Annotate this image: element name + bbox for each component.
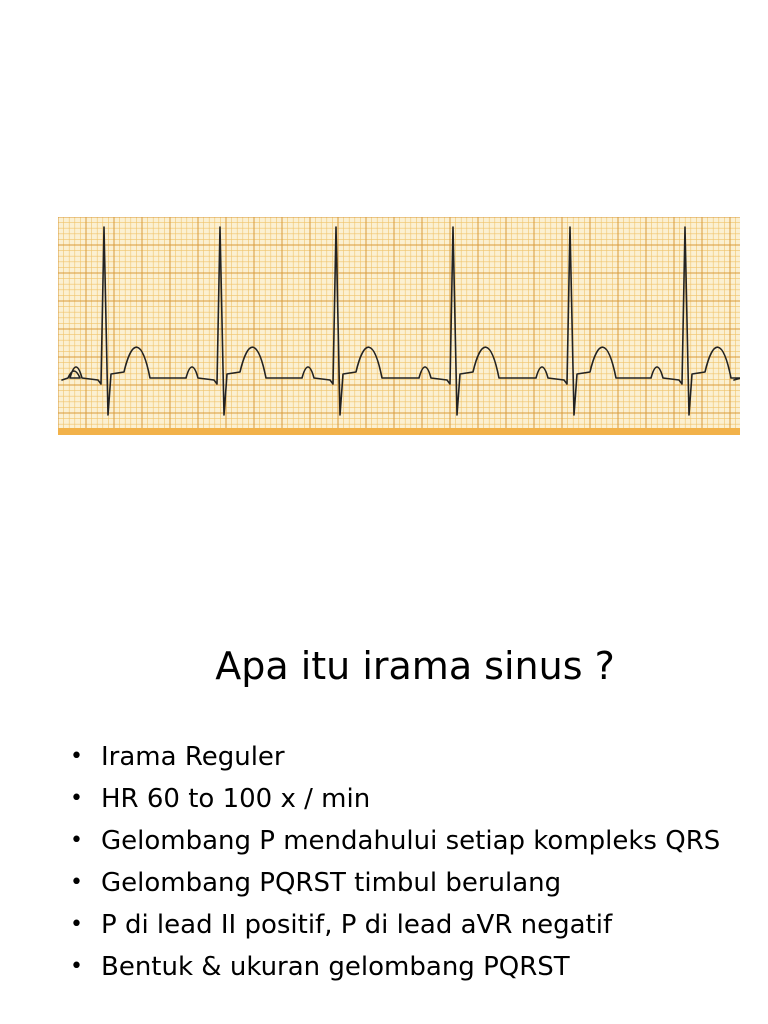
bullet-item	[70, 908, 760, 942]
bullet-dot: •	[70, 870, 83, 895]
bullet-text: Gelombang P mendahului setiap kompleks QRS	[101, 826, 721, 856]
slide-title: Apa itu irama sinus ?	[215, 644, 615, 688]
bullet-item	[70, 782, 760, 816]
bullet-dot: •	[70, 786, 83, 811]
bullet-item	[70, 824, 760, 858]
bullet-list	[70, 740, 760, 992]
bullet-text: Gelombang PQRST timbul berulang	[101, 868, 562, 898]
bullet-item	[70, 866, 760, 900]
bullet-dot: •	[70, 954, 83, 979]
bullet-dot: •	[70, 912, 83, 937]
ecg-paper	[58, 217, 740, 435]
bullet-item	[70, 740, 760, 774]
bullet-text: HR 60 to 100 x / min	[101, 784, 371, 814]
bullet-dot: •	[70, 828, 83, 853]
bullet-text: Irama Reguler	[101, 742, 285, 772]
ecg-strip-image	[58, 217, 740, 435]
ecg-bottom-edge	[58, 428, 740, 435]
bullet-dot: •	[70, 744, 83, 769]
bullet-item	[70, 950, 760, 984]
bullet-text: P di lead II positif, P di lead aVR negatif	[101, 910, 613, 940]
bullet-text: Bentuk & ukuran gelombang PQRST	[101, 952, 570, 982]
